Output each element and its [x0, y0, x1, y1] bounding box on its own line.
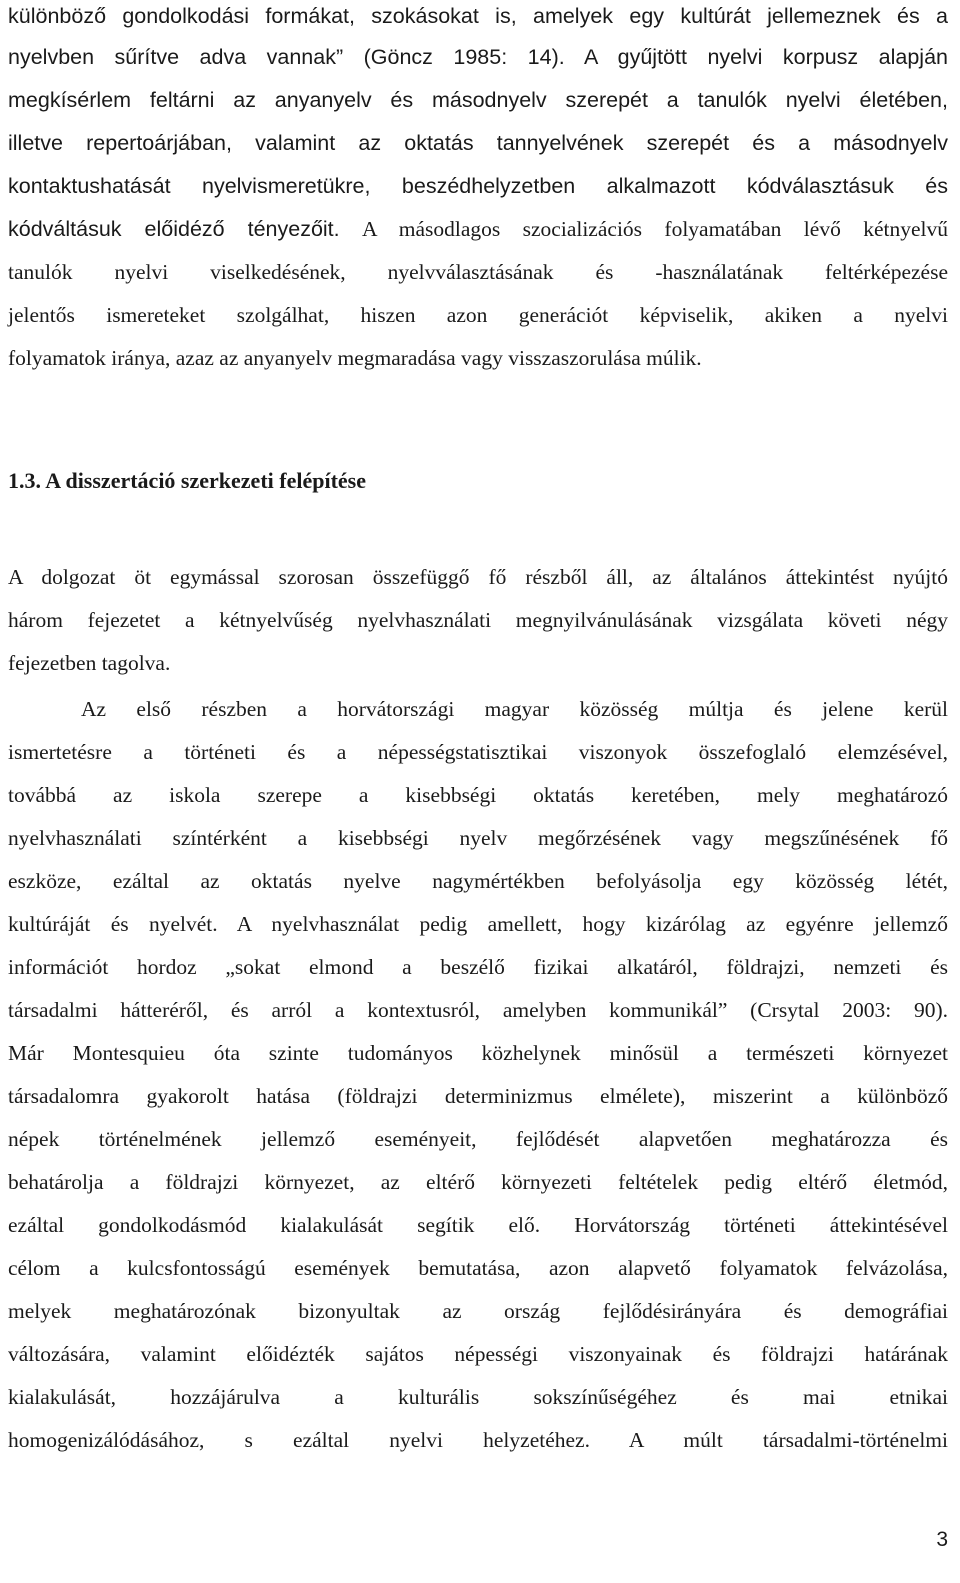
text-line: továbbá az iskola szerepe a kisebbségi oktatás keretében, mely meghatározó	[8, 783, 948, 807]
text-line: fejezetben tagolva.	[8, 651, 171, 675]
text-line: különböző gondolkodási formákat, szokásokat is, amelyek egy kultúrát jellemeznek és a	[8, 4, 948, 28]
text-line: társadalmi hátteréről, és arról a kontextusról, amelyben kommunikál” (Crsytal 2003: 90).	[8, 998, 948, 1022]
text-line: jelentős ismereteket szolgálhat, hiszen azon generációt képviselik, akiken a nyelvi	[8, 303, 948, 327]
text-line: kultúráját és nyelvét. A nyelvhasználat pedig amellett, hogy kizárólag az egyénre jellemző	[8, 912, 948, 936]
text-line: illetve repertoárjában, valamint az oktatás tannyelvének szerepét és a másodnyelv	[8, 131, 948, 155]
text-fragment: kódváltásuk előidéző tényezőit.	[8, 217, 340, 241]
text-line: homogenizálódásához, s ezáltal nyelvi helyzetéhez. A múlt társadalmi-történelmi	[8, 1428, 948, 1452]
text-line: nyelvhasználati színtérként a kisebbségi nyelv megőrzésének vagy megszűnésének fő	[8, 826, 948, 850]
text-line: három fejezetet a kétnyelvűség nyelvhasználati megnyilvánulásának vizsgálata követi négy	[8, 608, 948, 632]
text-line: ezáltal gondolkodásmód kialakulását segítik elő. Horvátország történeti áttekintésével	[8, 1213, 948, 1237]
text-line: eszköze, ezáltal az oktatás nyelve nagymértékben befolyásolja egy közösség létét,	[8, 869, 948, 893]
text-line: Az első részben a horvátországi magyar közösség múltja és jelene kerül	[81, 697, 948, 721]
text-line: változására, valamint előidézték sajátos népességi viszonyainak és földrajzi határának	[8, 1342, 948, 1366]
text-line: társadalomra gyakorolt hatása (földrajzi determinizmus elmélete), miszerint a különböző	[8, 1084, 948, 1108]
text-line: információt hordoz „sokat elmond a beszélő fizikai alkatáról, földrajzi, nemzeti és	[8, 955, 948, 979]
text-line: Már Montesquieu óta szinte tudományos közhelynek minősül a természeti környezet	[8, 1041, 948, 1065]
text-line: nyelvben sűrítve adva vannak” (Göncz 1985: 14). A gyűjtött nyelvi korpusz alapján	[8, 45, 948, 69]
page-number: 3	[936, 1528, 948, 1551]
text-line: ismertetésre a történeti és a népességstatisztikai viszonyok összefoglaló elemzésével,	[8, 740, 948, 764]
text-line: melyek meghatározónak bizonyultak az ország fejlődésirányára és demográfiai	[8, 1299, 948, 1323]
section-heading: 1.3. A disszertáció szerkezeti felépítése	[8, 468, 366, 493]
text-line: megkísérlem feltárni az anyanyelv és másodnyelv szerepét a tanulók nyelvi életében,	[8, 88, 948, 112]
text-line: célom a kulcsfontosságú események bemutatása, azon alapvető folyamatok felvázolása,	[8, 1256, 948, 1280]
text-line: tanulók nyelvi viselkedésének, nyelvválasztásának és -használatának feltérképezése	[8, 260, 948, 284]
text-fragment: A másodlagos szocializációs folyamatában lévő kétnyelvű	[362, 217, 948, 241]
text-line: kontaktushatását nyelvismeretükre, beszédhelyzetben alkalmazott kódválasztásuk és	[8, 174, 948, 198]
text-line-mixed	[8, 215, 948, 243]
text-line: kialakulását, hozzájárulva a kulturális sokszínűségéhez és mai etnikai	[8, 1385, 948, 1409]
text-line: folyamatok iránya, azaz az anyanyelv megmaradása vagy visszaszorulása múlik.	[8, 346, 702, 370]
text-line: A dolgozat öt egymással szorosan összefüggő fő részből áll, az általános áttekintést nyújtó	[8, 565, 948, 589]
text-line: népek történelmének jellemző eseményeit, fejlődését alapvetően meghatározza és	[8, 1127, 948, 1151]
text-line: behatárolja a földrajzi környezet, az eltérő környezeti feltételek pedig eltérő életmód,	[8, 1170, 948, 1194]
